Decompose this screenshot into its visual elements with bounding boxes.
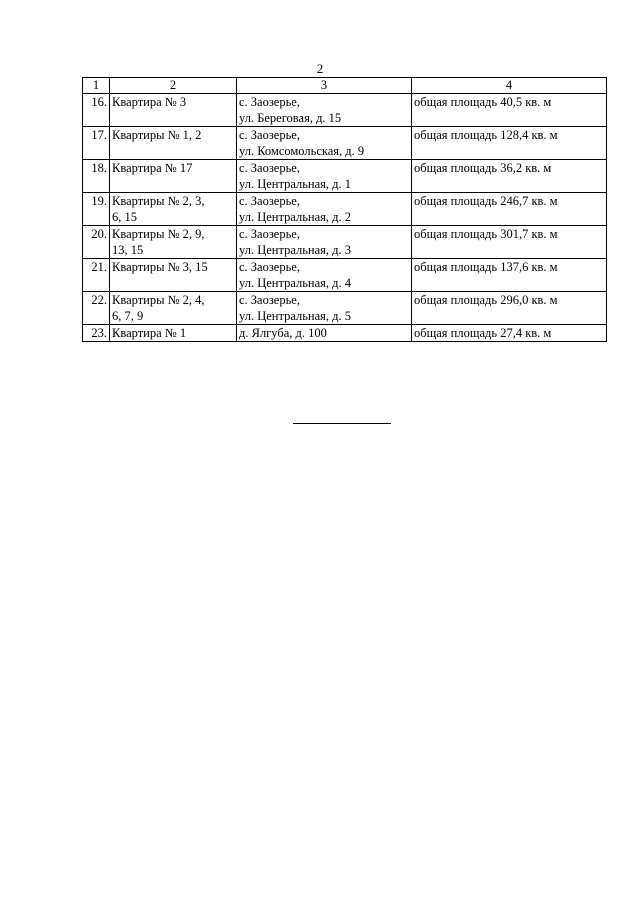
address-line: с. Заозерье, xyxy=(239,260,300,274)
object-cell xyxy=(110,259,237,292)
address-cell xyxy=(237,226,412,259)
object-name-line: Квартиры № 2, 4, xyxy=(112,293,205,307)
object-cell xyxy=(110,94,237,127)
page-number: 2 xyxy=(316,61,324,76)
object-name-line: Квартира № 3 xyxy=(112,95,187,109)
description-cell xyxy=(412,226,607,259)
table-body xyxy=(83,94,607,342)
address-cell xyxy=(237,127,412,160)
table-row xyxy=(83,127,607,160)
description-cell xyxy=(412,127,607,160)
object-cell xyxy=(110,226,237,259)
object-name-line: Квартира № 1 xyxy=(112,326,187,340)
table-row xyxy=(83,160,607,193)
area-description: общая площадь 246,7 кв. м xyxy=(414,194,558,208)
address-line: ул. Центральная, д. 2 xyxy=(239,210,352,224)
address-cell xyxy=(237,94,412,127)
description-cell xyxy=(412,160,607,193)
address-cell xyxy=(237,193,412,226)
property-table xyxy=(82,77,607,342)
address-line: с. Заозерье, xyxy=(239,293,300,307)
address-line: д. Ялгуба, д. 100 xyxy=(239,326,327,340)
table-row xyxy=(83,259,607,292)
column-header: 2 xyxy=(110,78,237,94)
object-name-line: Квартиры № 1, 2 xyxy=(112,128,202,142)
row-number: 16. xyxy=(83,94,110,127)
description-cell xyxy=(412,259,607,292)
object-name-line: Квартиры № 2, 9, xyxy=(112,227,205,241)
description-cell xyxy=(412,292,607,325)
address-line: ул. Комсомольская, д. 9 xyxy=(239,144,365,158)
row-number: 18. xyxy=(83,160,110,193)
table-row xyxy=(83,94,607,127)
end-divider xyxy=(293,423,391,424)
table-row xyxy=(83,292,607,325)
object-cell xyxy=(110,292,237,325)
description-cell xyxy=(412,193,607,226)
area-description: общая площадь 27,4 кв. м xyxy=(414,326,552,340)
area-description: общая площадь 296,0 кв. м xyxy=(414,293,558,307)
object-name-line: 13, 15 xyxy=(112,243,144,257)
area-description: общая площадь 128,4 кв. м xyxy=(414,128,558,142)
description-cell xyxy=(412,325,607,342)
address-line: ул. Центральная, д. 3 xyxy=(239,243,352,257)
object-name-line: Квартиры № 3, 15 xyxy=(112,260,208,274)
header-row xyxy=(83,78,607,94)
address-cell xyxy=(237,160,412,193)
address-line: ул. Береговая, д. 15 xyxy=(239,111,342,125)
area-description: общая площадь 301,7 кв. м xyxy=(414,227,558,241)
area-description: общая площадь 137,6 кв. м xyxy=(414,260,558,274)
object-name-line: 6, 15 xyxy=(112,210,137,224)
object-name-line: Квартиры № 2, 3, xyxy=(112,194,205,208)
object-cell xyxy=(110,160,237,193)
address-line: с. Заозерье, xyxy=(239,227,300,241)
address-line: ул. Центральная, д. 4 xyxy=(239,276,352,290)
object-name-line: Квартира № 17 xyxy=(112,161,193,175)
object-cell xyxy=(110,127,237,160)
object-name-line: 6, 7, 9 xyxy=(112,309,144,323)
row-number: 23. xyxy=(83,325,110,342)
address-line: с. Заозерье, xyxy=(239,194,300,208)
column-header: 4 xyxy=(412,78,607,94)
table-row xyxy=(83,226,607,259)
area-description: общая площадь 40,5 кв. м xyxy=(414,95,552,109)
address-cell xyxy=(237,325,412,342)
address-line: ул. Центральная, д. 5 xyxy=(239,309,352,323)
address-line: с. Заозерье, xyxy=(239,161,300,175)
description-cell xyxy=(412,94,607,127)
column-header: 3 xyxy=(237,78,412,94)
address-cell xyxy=(237,259,412,292)
row-number: 21. xyxy=(83,259,110,292)
address-cell xyxy=(237,292,412,325)
object-cell xyxy=(110,325,237,342)
table-row xyxy=(83,193,607,226)
address-line: с. Заозерье, xyxy=(239,128,300,142)
object-cell xyxy=(110,193,237,226)
row-number: 20. xyxy=(83,226,110,259)
area-description: общая площадь 36,2 кв. м xyxy=(414,161,552,175)
address-line: ул. Центральная, д. 1 xyxy=(239,177,352,191)
row-number: 17. xyxy=(83,127,110,160)
table-row xyxy=(83,325,607,342)
row-number: 22. xyxy=(83,292,110,325)
column-header: 1 xyxy=(83,78,110,94)
row-number: 19. xyxy=(83,193,110,226)
address-line: с. Заозерье, xyxy=(239,95,300,109)
